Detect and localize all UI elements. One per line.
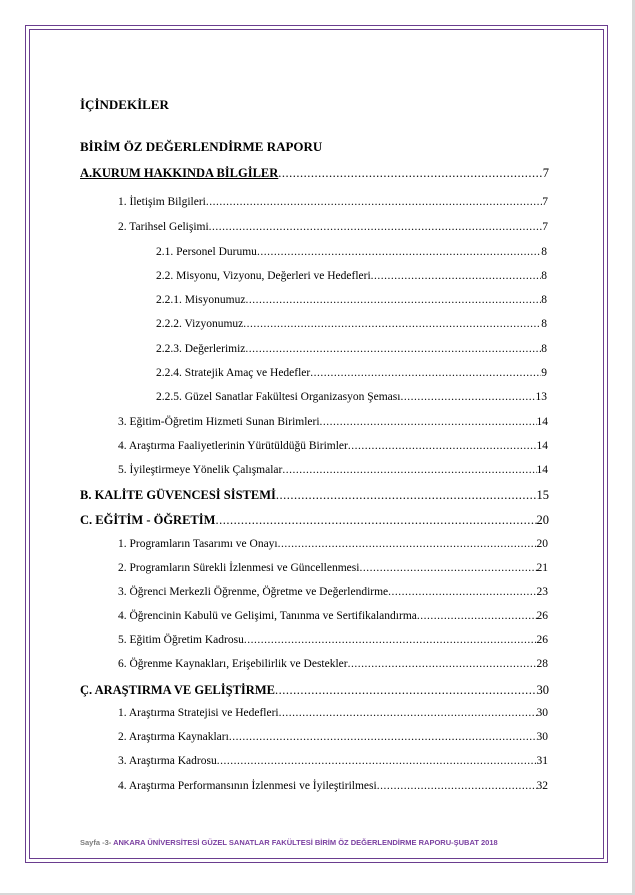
toc-leader-dots <box>245 294 541 306</box>
toc-entry-title: 2. Programların Sürekli İzlenmesi ve Güncellenmesi <box>118 562 360 574</box>
toc-entry-page: 8 <box>541 270 547 282</box>
toc-entry-page: 15 <box>536 488 549 502</box>
toc-entry-page: 32 <box>536 780 548 792</box>
toc-leader-dots <box>276 488 537 503</box>
toc-entry-page: 30 <box>536 683 549 697</box>
toc-entry[interactable] <box>118 562 548 574</box>
toc-entry-page: 8 <box>541 294 547 306</box>
toc-entry[interactable] <box>118 707 548 719</box>
toc-entry[interactable] <box>118 731 548 743</box>
toc-entry-title: B. KALİTE GÜVENCESİ SİSTEMİ <box>80 488 276 502</box>
toc-entry-title: 2.2.2. Vizyonumuz <box>156 318 244 330</box>
toc-entry[interactable] <box>118 416 548 428</box>
toc-entry[interactable] <box>156 318 547 330</box>
toc-leader-dots <box>217 755 537 767</box>
toc-leader-dots <box>417 610 537 622</box>
toc-entry-page: 8 <box>541 343 547 355</box>
toc-entry-title: C. EĞİTİM - ÖĞRETİM <box>80 513 216 527</box>
toc-entry-page: 30 <box>536 707 548 719</box>
toc-leader-dots <box>275 683 537 698</box>
toc-entry-page: 7 <box>542 196 548 208</box>
toc-heading: İÇİNDEKİLER <box>80 97 169 112</box>
toc-entry[interactable] <box>118 780 548 792</box>
toc-entry-page: 21 <box>536 562 548 574</box>
toc-entry-page: 8 <box>541 246 547 258</box>
toc-entry[interactable] <box>118 440 548 452</box>
toc-leader-dots <box>371 270 542 282</box>
toc-entry-page: 23 <box>536 586 548 598</box>
toc-entry[interactable] <box>118 196 548 208</box>
toc-leader-dots <box>320 416 537 428</box>
toc-leader-dots <box>245 343 541 355</box>
report-title: BİRİM ÖZ DEĞERLENDİRME RAPORU <box>80 139 323 154</box>
toc-leader-dots <box>229 731 537 743</box>
toc-entry-page: 26 <box>536 634 548 646</box>
toc-entry-page: 26 <box>536 610 548 622</box>
toc-entry-title: 3. Araştırma Kadrosu <box>118 755 217 767</box>
toc-entry[interactable] <box>118 586 548 598</box>
toc-leader-dots <box>244 634 537 646</box>
toc-entry-title: 4. Araştırma Faaliyetlerinin Yürütüldüğü Birimler <box>118 440 348 452</box>
toc-entry-title: 5. Eğitim Öğretim Kadrosu <box>118 634 244 646</box>
toc-leader-dots <box>278 538 537 550</box>
toc-entry-page: 7 <box>542 166 549 180</box>
toc-entry[interactable] <box>118 610 548 622</box>
toc-leader-dots <box>310 367 541 379</box>
toc-entry[interactable] <box>118 464 548 476</box>
toc-entry[interactable] <box>118 538 548 550</box>
toc-entry-page: 14 <box>536 464 548 476</box>
toc-entry-page: 13 <box>535 391 547 403</box>
toc-leader-dots <box>278 166 542 181</box>
toc-leader-dots <box>359 562 536 574</box>
toc-entry-title: 2. Tarihsel Gelişimi <box>118 221 209 233</box>
toc-entry[interactable] <box>156 343 547 355</box>
toc-entry-title: 1. İletişim Bilgileri <box>118 196 206 208</box>
toc-entry[interactable] <box>156 246 547 258</box>
toc-entry[interactable] <box>156 270 547 282</box>
toc-entry-title: 2.1. Personel Durumu <box>156 246 257 258</box>
toc-entry[interactable] <box>156 367 547 379</box>
toc-entry-title: 5. İyileştirmeye Yönelik Çalışmalar <box>118 464 283 476</box>
toc-entry-title: 2. Araştırma Kaynakları <box>118 731 229 743</box>
toc-entry-page: 30 <box>536 731 548 743</box>
toc-entry-title: 3. Öğrenci Merkezli Öğrenme, Öğretme ve Değerlendirme <box>118 586 389 598</box>
toc-leader-dots <box>243 318 541 330</box>
footer-page-number: Sayfa -3- <box>80 838 112 847</box>
toc-entry[interactable] <box>80 488 549 503</box>
page-footer <box>80 838 498 847</box>
toc-entry-title: 1. Araştırma Stratejisi ve Hedefleri <box>118 707 279 719</box>
toc-entry-page: 14 <box>536 416 548 428</box>
toc-entry-title: 2.2.4. Stratejik Amaç ve Hedefler <box>156 367 311 379</box>
toc-entry[interactable] <box>80 166 549 181</box>
toc-entry-title: 2.2.1. Misyonumuz <box>156 294 246 306</box>
toc-entry[interactable] <box>118 658 548 670</box>
toc-entry-title: A.KURUM HAKKINDA BİLGİLER <box>80 166 279 180</box>
toc-leader-dots <box>377 780 537 792</box>
toc-entry-page: 20 <box>536 513 549 527</box>
toc-entry-title: 6. Öğrenme Kaynakları, Erişebilirlik ve Destekler <box>118 658 348 670</box>
toc-entry-title: 4. Araştırma Performansının İzlenmesi ve İyileştirilmesi <box>118 780 377 792</box>
toc-entry-page: 7 <box>542 221 548 233</box>
toc-entry-page: 20 <box>536 538 548 550</box>
toc-entry-title: 2.2.5. Güzel Sanatlar Fakültesi Organizasyon Şeması <box>156 391 401 403</box>
toc-entry[interactable] <box>156 391 547 403</box>
toc-leader-dots <box>209 221 543 233</box>
toc-entry-page: 14 <box>536 440 548 452</box>
toc-entry[interactable] <box>80 683 549 698</box>
toc-leader-dots <box>348 440 537 452</box>
toc-leader-dots <box>348 658 537 670</box>
toc-entry[interactable] <box>118 755 548 767</box>
toc-leader-dots <box>388 586 536 598</box>
toc-leader-dots <box>206 196 542 208</box>
toc-entry-page: 8 <box>541 318 547 330</box>
toc-leader-dots <box>257 246 541 258</box>
footer-report-title: ANKARA ÜNİVERSİTESİ GÜZEL SANATLAR FAKÜLTESİ BİRİM ÖZ DEĞERLENDİRME RAPORU-ŞUBAT 2018 <box>111 838 498 847</box>
toc-entry[interactable] <box>156 294 547 306</box>
toc-entry-page: 9 <box>541 367 547 379</box>
toc-entry-title: Ç. ARAŞTIRMA VE GELİŞTİRME <box>80 683 275 697</box>
toc-entry-title: 3. Eğitim-Öğretim Hizmeti Sunan Birimleri <box>118 416 320 428</box>
toc-entry-title: 4. Öğrencinin Kabulü ve Gelişimi, Tanınma ve Sertifikalandırma <box>118 610 417 622</box>
toc-leader-dots <box>215 513 536 528</box>
toc-entry-title: 2.2.3. Değerlerimiz <box>156 343 246 355</box>
toc-leader-dots <box>400 391 535 403</box>
toc-entry[interactable] <box>118 221 548 233</box>
toc-leader-dots <box>282 464 536 476</box>
toc-entry[interactable] <box>118 634 548 646</box>
toc-entry-title: 1. Programların Tasarımı ve Onayı <box>118 538 278 550</box>
toc-leader-dots <box>279 707 537 719</box>
toc-entry-page: 31 <box>536 755 548 767</box>
toc-entry-page: 28 <box>536 658 548 670</box>
toc-entry-title: 2.2. Misyonu, Vizyonu, Değerleri ve Hedefleri <box>156 270 371 282</box>
toc-entry[interactable] <box>80 513 549 528</box>
